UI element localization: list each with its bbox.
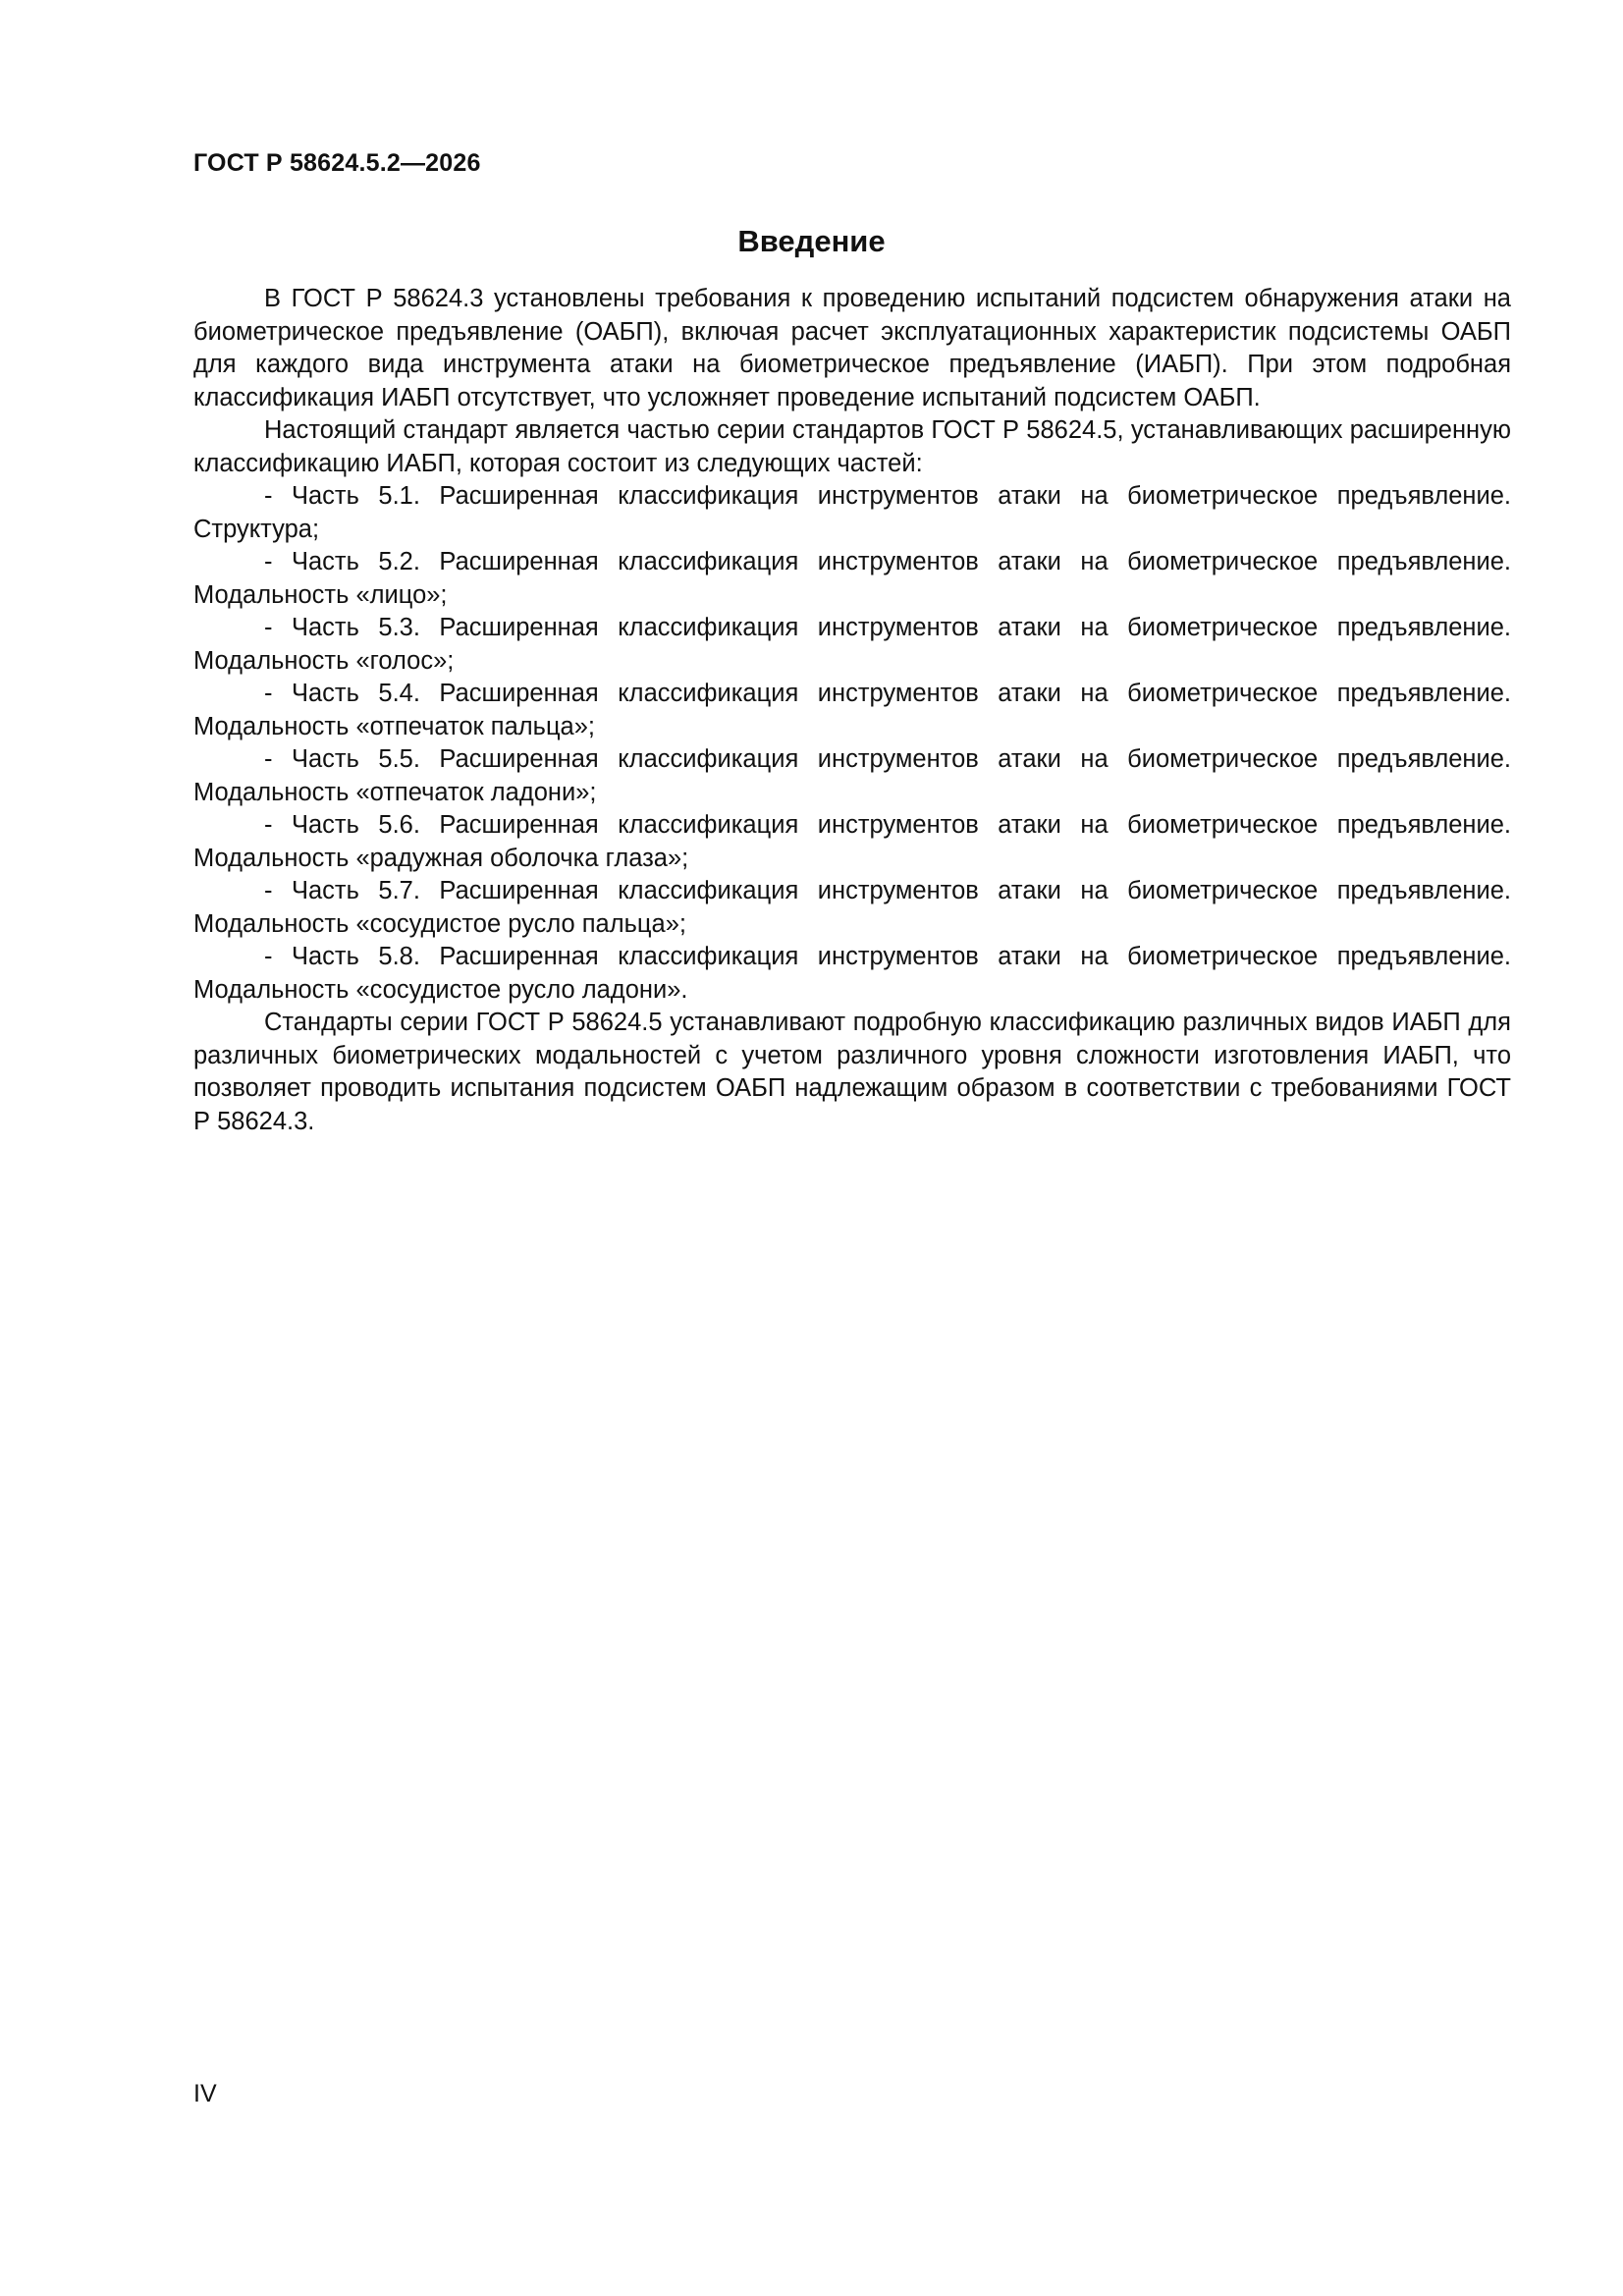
list-item-part-5-8: - Часть 5.8. Расширенная классификация инструментов атаки на биометрическое предъявление. Модальность «сосудистое русло ладони».	[193, 943, 1511, 1004]
list-item-part-5-1: - Часть 5.1. Расширенная классификация инструментов атаки на биометрическое предъявление. Структура;	[193, 482, 1511, 543]
list-item-part-5-2: - Часть 5.2. Расширенная классификация инструментов атаки на биометрическое предъявление. Модальность «лицо»;	[193, 548, 1511, 609]
section-title: Введение	[737, 224, 886, 258]
paragraph-intro: В ГОСТ Р 58624.3 установлены требования к проведению испытаний подсистем обнаружения атаки на биометрическое предъявление (ОАБП), включая расчет эксплуатационных характеристик подсистемы ОАБП для каждого вида инструмента атаки на биометрическое предъявление (ИАБП). При этом подробная классификация ИАБП отсутствует, что усложняет проведение испытаний подсистем ОАБП.	[193, 285, 1511, 411]
list-item-part-5-5: - Часть 5.5. Расширенная классификация инструментов атаки на биометрическое предъявление. Модальность «отпечаток ладони»;	[193, 745, 1511, 806]
introduction-body	[193, 283, 1511, 1138]
list-item-part-5-3: - Часть 5.3. Расширенная классификация инструментов атаки на биометрическое предъявление. Модальность «голос»;	[193, 614, 1511, 675]
paragraph-series: Настоящий стандарт является частью серии стандартов ГОСТ Р 58624.5, устанавливающих расширенную классификацию ИАБП, которая состоит из следующих частей:	[193, 416, 1511, 477]
list-item-part-5-6: - Часть 5.6. Расширенная классификация инструментов атаки на биометрическое предъявление. Модальность «радужная оболочка глаза»;	[193, 811, 1511, 872]
page-number: IV	[193, 2080, 217, 2107]
paragraph-conclusion: Стандарты серии ГОСТ Р 58624.5 устанавливают подробную классификацию различных видов ИАБП для различных биометрических модальностей с учетом различного уровня сложности изготовления ИАБП, что позволяет проводить испытания подсистем ОАБП надлежащим образом в соответствии с требованиями ГОСТ Р 58624.3.	[193, 1009, 1511, 1135]
list-item-part-5-7: - Часть 5.7. Расширенная классификация инструментов атаки на биометрическое предъявление. Модальность «сосудистое русло пальца»;	[193, 877, 1511, 938]
document-code-header: ГОСТ Р 58624.5.2—2026	[193, 149, 481, 177]
list-item-part-5-4: - Часть 5.4. Расширенная классификация инструментов атаки на биометрическое предъявление. Модальность «отпечаток пальца»;	[193, 680, 1511, 740]
